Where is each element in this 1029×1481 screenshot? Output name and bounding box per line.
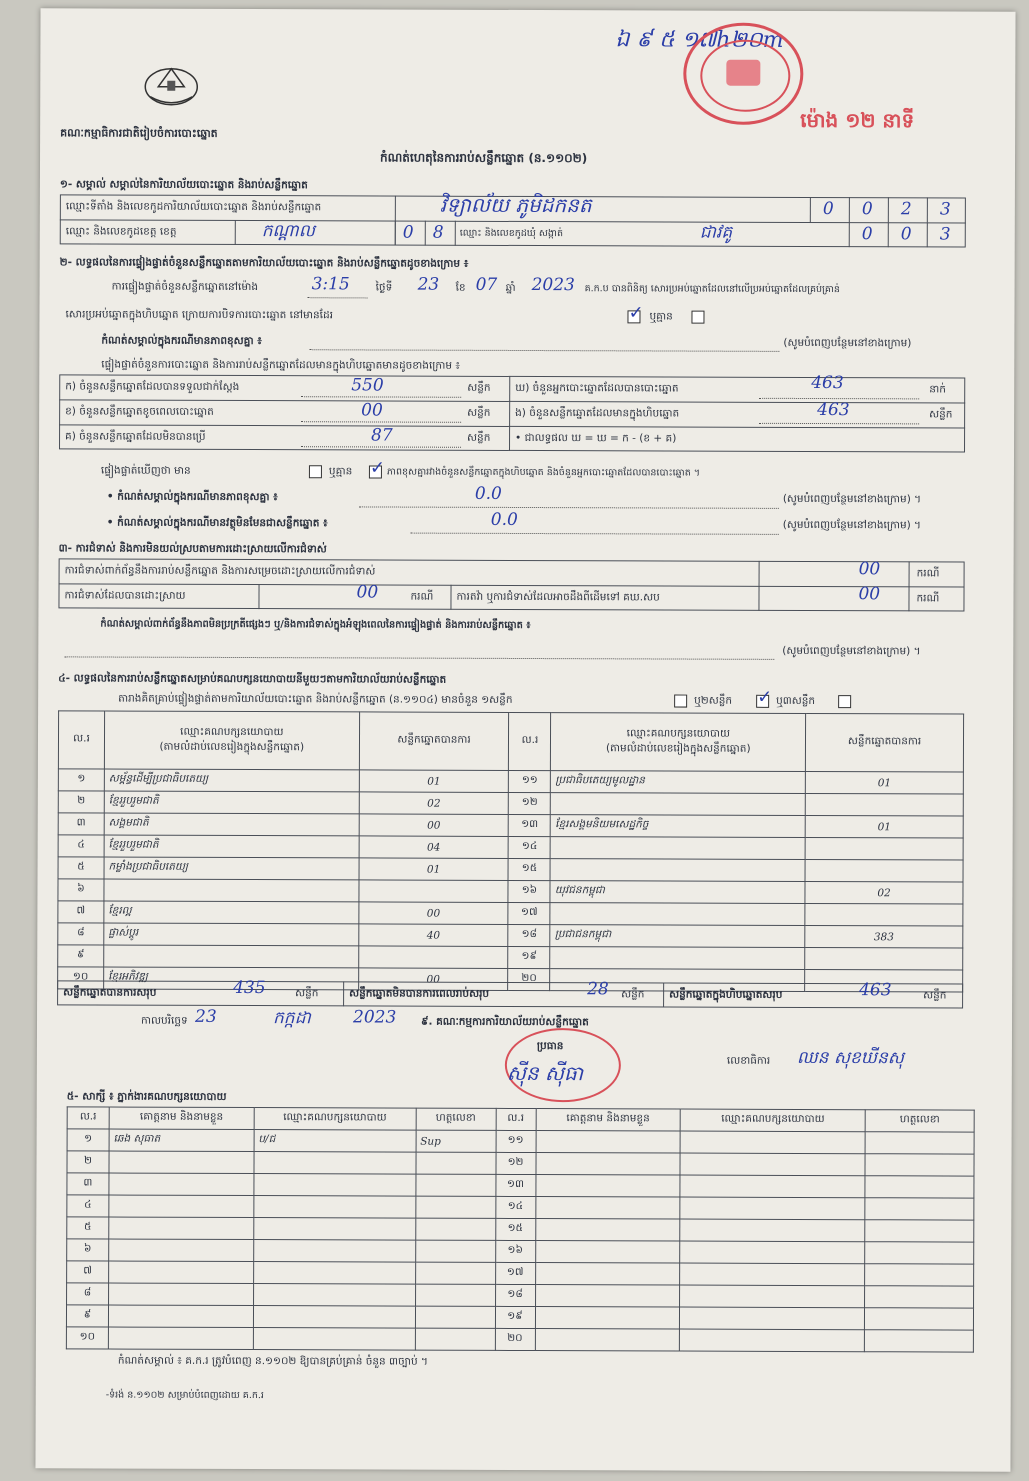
party-votes-right bbox=[805, 947, 963, 970]
secretary-label: លេខាធិការ bbox=[726, 1054, 771, 1067]
invalid-total-unit: សន្លឹក bbox=[621, 988, 645, 1001]
witness-sign-right bbox=[865, 1176, 974, 1198]
section1-title: ១- សម្គាល់ សម្គាល់នៃការិយាល័យបោះឆ្នោត និងរាប់សន្លឹកឆ្នោត bbox=[59, 178, 308, 192]
witness-sign bbox=[415, 1284, 495, 1306]
count-b-value: 00 bbox=[361, 400, 383, 421]
commune-code-2: 0 bbox=[900, 224, 912, 245]
witness-sign bbox=[415, 1328, 495, 1350]
count-c-value: 87 bbox=[371, 425, 393, 446]
commune-code-3: 3 bbox=[939, 224, 951, 245]
commune-label: ឈ្មោះ និងលេខកូដឃុំ សង្កាត់ bbox=[459, 227, 564, 240]
witness-col-sign: ហត្ថលេខា bbox=[416, 1108, 496, 1130]
party-votes: 00 bbox=[358, 968, 508, 991]
objection-row1-value: 00 bbox=[858, 559, 881, 580]
commune-code-1: 0 bbox=[861, 224, 873, 245]
count-d-label: ឃ) ចំនួនអ្នកបោះឆ្នោតដែលបានបោះឆ្នោត bbox=[515, 381, 679, 395]
party-no-right: ២០ bbox=[508, 968, 550, 990]
witness-sign-right bbox=[865, 1308, 974, 1330]
witness-name bbox=[108, 1327, 253, 1350]
province-code-1: 0 bbox=[402, 222, 414, 243]
witness-sign-right bbox=[865, 1264, 974, 1286]
witness-sign-right bbox=[865, 1132, 974, 1154]
count-c-label: គ) ចំនួនសន្លឹកឆ្នោតដែលមិនបានប្រើ bbox=[65, 430, 206, 443]
box-total-value: 463 bbox=[859, 980, 892, 1001]
witness-name bbox=[109, 1195, 254, 1218]
party-name bbox=[104, 945, 359, 968]
col-party-header-right: ឈ្មោះគណបក្សនយោបាយ (តាមលំដាប់លេខរៀងក្នុងសន្លឹកឆ្នោត) bbox=[551, 713, 806, 772]
day-label: ថ្ងៃទី bbox=[375, 281, 393, 294]
tally-sheet-line: តារាងគិតគ្រាប់ផ្ទៀងផ្ទាត់តាមការិយាល័យបោះឆ្នោត និងរាប់សន្លឹកឆ្នោត (ន.១១០៤) មានចំនួន ១សន្លឹក bbox=[118, 692, 513, 706]
witness-party-right bbox=[680, 1197, 865, 1220]
party-no-right: ១៧ bbox=[508, 902, 550, 924]
witness-no: ៧ bbox=[67, 1261, 109, 1283]
party-no-right: ១៥ bbox=[508, 858, 550, 880]
witness-sign bbox=[415, 1196, 495, 1218]
section4-title: ៤- លទ្ធផលនៃការរាប់សន្លឹកឆ្នោតសម្រាប់គណបក្សនយោបាយនីមួយៗតាមការិយាល័យរាប់សន្លឹកឆ្នោត bbox=[58, 672, 447, 686]
party-name: ខ្មែរអភិវឌ្ឍ bbox=[104, 967, 359, 990]
col-votes-header: សន្លឹកឆ្នោតបានការ bbox=[359, 712, 509, 771]
witness-party bbox=[253, 1306, 415, 1329]
party-name: ខ្មែររួបរួមជាតិ bbox=[104, 791, 359, 814]
count-intro: ផ្ទៀងផ្ទាត់ចំនួនការបោះឆ្នោត និងការរាប់សន្លឹកឆ្នោតដែលមានក្នុងហិបឆ្នោតមានដូចខាងក្រោម ៖ bbox=[101, 358, 461, 372]
location-code-3: 2 bbox=[900, 199, 912, 220]
count-e-value: 463 bbox=[817, 400, 850, 421]
secretary-signature: ឈន សុខឃីនសុ bbox=[796, 1047, 905, 1069]
party-name-right bbox=[550, 859, 805, 882]
party-name-right: ប្រជាជនកម្ពុជា bbox=[550, 925, 805, 948]
witness-party-right bbox=[680, 1153, 865, 1176]
party-name: សម្ព័ន្ធដើម្បីប្រជាធិបតេយ្យ bbox=[104, 769, 359, 792]
witness-party: ប/ជ bbox=[254, 1130, 416, 1153]
witness-name-right bbox=[535, 1153, 680, 1176]
party-row bbox=[58, 901, 963, 926]
party-name-right bbox=[550, 903, 805, 926]
party-row bbox=[58, 923, 963, 948]
witness-no-right: ១២ bbox=[496, 1152, 536, 1174]
compare-label: ផ្ទៀងផ្ទាត់ឃើញថា មាន bbox=[100, 464, 191, 477]
check-time-label: ការផ្ទៀងផ្ទាត់ចំនួនសន្លឹកឆ្នោតនៅម៉ោង bbox=[111, 280, 259, 294]
party-name-right bbox=[550, 947, 805, 970]
party-no-right: ១៨ bbox=[508, 924, 550, 946]
count-c-unit: សន្លឹក bbox=[467, 431, 491, 444]
party-votes-right bbox=[805, 859, 963, 882]
party-no: ១០ bbox=[58, 967, 104, 989]
party-name: កម្លាំងប្រជាធិបតេយ្យ bbox=[104, 857, 359, 880]
witness-no-right: ១៨ bbox=[495, 1284, 535, 1306]
witness-name-right bbox=[535, 1285, 680, 1308]
witness-sign-right bbox=[865, 1242, 974, 1264]
witness-party-right bbox=[680, 1219, 865, 1242]
chair-signature: ស៊ីន ស៊ីធា bbox=[506, 1060, 584, 1086]
bullet1-value: 0.0 bbox=[474, 483, 502, 504]
objection-row2a-unit: ករណី bbox=[410, 590, 434, 603]
witness-party-right bbox=[680, 1263, 865, 1286]
witness-sign: Sup bbox=[416, 1130, 496, 1152]
party-votes bbox=[358, 946, 508, 969]
party-name-right: យុវជនកម្ពុជា bbox=[550, 881, 805, 904]
witness-sign bbox=[415, 1218, 495, 1240]
party-results-table bbox=[57, 710, 964, 992]
party-row bbox=[58, 835, 963, 860]
witness-name bbox=[109, 1217, 254, 1240]
date-year: 2023 bbox=[352, 1007, 397, 1028]
party-no: ២ bbox=[58, 791, 104, 813]
witness-row bbox=[66, 1305, 973, 1330]
witness-row bbox=[67, 1129, 974, 1154]
party-no: ៩ bbox=[58, 945, 104, 967]
location-code-4: 3 bbox=[939, 199, 951, 220]
objection-row2b-label: ការតវ៉ា ឬការជំទាស់ដែលអាចដឹងពីដើមទៅ គឃ.សប bbox=[456, 590, 660, 604]
witness-name bbox=[109, 1151, 254, 1174]
party-name-right bbox=[551, 793, 806, 816]
top-handwritten-note: ឯ ៩ ៥ ១៧h២០m bbox=[615, 27, 784, 53]
lock-no-label: ឬគ្មាន bbox=[649, 310, 673, 323]
emblem-icon bbox=[140, 57, 202, 109]
party-votes: 04 bbox=[359, 836, 509, 859]
diff-note-label: កំណត់សម្គាល់ក្នុងករណីមានភាពខុសគ្នា ៖ bbox=[101, 334, 262, 348]
party-votes-right: 01 bbox=[805, 771, 963, 794]
party-row bbox=[58, 857, 963, 882]
witness-row bbox=[67, 1217, 974, 1242]
witness-no-right: ១៥ bbox=[495, 1218, 535, 1240]
party-name-right bbox=[551, 837, 806, 860]
witness-col-party-right: ឈ្មោះគណបក្សនយោបាយ bbox=[680, 1109, 865, 1132]
count-e-label: ង) ចំនួនសន្លឹកឆ្នោតដែលមានក្នុងហិបឆ្នោត bbox=[515, 406, 680, 420]
count-d-unit: នាក់ bbox=[929, 383, 946, 396]
witness-sign bbox=[415, 1240, 495, 1262]
witness-name bbox=[109, 1173, 254, 1196]
date-day: 23 bbox=[194, 1006, 217, 1027]
valid-total-label: សន្លឹកឆ្នោតបានការសរុប bbox=[63, 986, 157, 999]
bullet2-hint: (សូមបំពេញបន្ថែមនៅខាងក្រោម) ។ bbox=[782, 518, 921, 532]
date-month: កក្កដា bbox=[272, 1008, 311, 1029]
count-e-unit: សន្លឹក bbox=[929, 408, 953, 421]
witness-name-right bbox=[535, 1241, 680, 1264]
party-name-right: ប្រជាធិបតេយ្យមូលដ្ឋាន bbox=[551, 771, 806, 794]
party-votes bbox=[359, 880, 509, 903]
party-no: ៣ bbox=[58, 813, 104, 835]
party-no-right: ១៤ bbox=[509, 836, 551, 858]
objection-note-label: កំណត់សម្គាល់ពាក់ព័ន្ធនឹងភាពមិនប្រក្រតីផ្សេងៗ ឬ/និងការជំទាស់ក្នុងអំឡុងពេលនៃការផ្ទៀងផ្ទាត់ និងការរាប់សន្លឹកឆ្នោត ៖ bbox=[100, 618, 531, 632]
witness-row bbox=[67, 1283, 974, 1308]
witness-no: ៦ bbox=[67, 1239, 109, 1261]
party-name: សង្គមជាតិ bbox=[104, 813, 359, 836]
witness-row bbox=[67, 1151, 974, 1176]
col-party-header: ឈ្មោះគណបក្សនយោបាយ (តាមលំដាប់លេខរៀងក្នុងសន្លឹកឆ្នោត) bbox=[104, 711, 359, 770]
party-votes: 02 bbox=[359, 792, 509, 815]
objection-note-hint: (សូមបំពេញបន្ថែមនៅខាងក្រោម) ។ bbox=[782, 644, 921, 658]
party-no: ៦ bbox=[58, 879, 104, 901]
objection-row2a-value: 00 bbox=[356, 582, 379, 603]
diff-no-tick: ✓ bbox=[369, 457, 386, 479]
witness-party bbox=[253, 1240, 415, 1263]
witness-party-right bbox=[680, 1175, 865, 1198]
col-votes-header-right: សន្លឹកឆ្នោតបានការ bbox=[806, 713, 964, 772]
lock-line: សោរប្រអប់ឆ្នោតក្នុងហិបឆ្នោត ក្រោយការបិទការបោះឆ្នោត នៅមានដែរ bbox=[65, 308, 333, 322]
diff-yes-checkbox[interactable] bbox=[309, 465, 322, 478]
footnote: កំណត់សម្គាល់ ៖ គ.ក.រ ត្រូវបំពេញ ន.១១០២ ឱ្យបានគ្រប់គ្រាន់ ចំនួន ៣ច្បាប់ ។ bbox=[117, 1354, 428, 1368]
count-a-label: ក) ចំនួនសន្លឹកឆ្នោតដែលបានទទួលជាក់ស្ដែង bbox=[65, 380, 240, 393]
objection-row1-unit: ករណី bbox=[916, 567, 940, 580]
invalid-total-value: 28 bbox=[587, 979, 609, 1000]
location-code-1: 0 bbox=[822, 199, 834, 220]
witness-party-right bbox=[680, 1329, 865, 1352]
count-a-unit: សន្លឹក bbox=[467, 381, 491, 394]
count-b-unit: សន្លឹក bbox=[467, 406, 491, 419]
compare-no-label: ឬគ្មាន bbox=[328, 465, 353, 478]
witness-no-right: ១៧ bbox=[495, 1262, 535, 1284]
witness-row bbox=[66, 1327, 973, 1352]
committee-label: ៩. គណៈកម្មការការិយាល័យរាប់សន្លឹកឆ្នោត bbox=[420, 1015, 589, 1029]
witness-row bbox=[67, 1173, 974, 1198]
commune-value: ជាវគូ bbox=[699, 222, 733, 243]
lock-yes-tick: ✓ bbox=[628, 302, 644, 324]
col-no-header-right: ល.រ bbox=[509, 712, 551, 770]
province-code-2: 8 bbox=[432, 222, 444, 243]
witness-sign bbox=[416, 1152, 496, 1174]
invalid-total-label: សន្លឹកឆ្នោតមិនបានការពេលរាប់សរុប bbox=[349, 987, 490, 1000]
party-votes: 00 bbox=[359, 814, 509, 837]
date-label: កាលបរិច្ឆេទ bbox=[140, 1014, 188, 1027]
official-seal bbox=[683, 23, 803, 125]
bullet2-label: • កំណត់សម្គាល់ក្នុងករណីមានវត្ថុមិនមែនជាសន្លឹកឆ្នោត ៖ bbox=[106, 516, 328, 530]
witness-name bbox=[109, 1239, 254, 1262]
witness-row bbox=[67, 1195, 974, 1220]
witness-no: ៤ bbox=[67, 1195, 109, 1217]
seal-time-text: ម៉ោង ១២ នាទី bbox=[800, 107, 915, 133]
witness-sign-right bbox=[865, 1198, 974, 1220]
witness-name-right bbox=[535, 1219, 680, 1242]
section2-title: ២- លទ្ធផលនៃការផ្ទៀងផ្ទាត់ចំនួនសន្លឹកឆ្នោតតាមការិយាល័យបោះឆ្នោត និងរាប់សន្លឹកឆ្នោតដូចខាងក្រោម ៖ bbox=[59, 256, 469, 270]
party-votes-right bbox=[805, 793, 963, 816]
witness-party bbox=[254, 1152, 416, 1175]
party-no: ៥ bbox=[58, 857, 104, 879]
compare-tail: ភាពខុសគ្នារវាងចំនួនសន្លឹកឆ្នោតក្នុងហិបឆ្នោត និងចំនួនអ្នកបោះឆ្នោតដែលបានបោះឆ្នោត ។ bbox=[386, 466, 701, 479]
witness-name-right bbox=[535, 1263, 680, 1286]
witness-no-right: ១៣ bbox=[495, 1174, 535, 1196]
witness-col-name: គោត្តនាម និងនាមខ្លួន bbox=[109, 1107, 254, 1130]
witness-party bbox=[254, 1218, 416, 1241]
party-votes-right bbox=[805, 837, 963, 860]
witness-party bbox=[253, 1328, 415, 1351]
chair-label: ប្រធាន bbox=[536, 1040, 564, 1053]
day-value: 23 bbox=[417, 274, 440, 295]
witness-sign-right bbox=[865, 1286, 974, 1308]
witness-name bbox=[108, 1305, 253, 1328]
witness-table bbox=[66, 1106, 975, 1352]
objection-row2b-value: 00 bbox=[858, 584, 881, 605]
witness-name-right bbox=[535, 1307, 680, 1330]
witness-no: ៣ bbox=[67, 1173, 109, 1195]
witness-name-right bbox=[535, 1329, 680, 1352]
party-no-right: ១២ bbox=[509, 792, 551, 814]
party-row bbox=[58, 813, 963, 838]
one-sheet-checkbox[interactable] bbox=[674, 695, 687, 708]
party-votes-right: 01 bbox=[805, 815, 963, 838]
witness-party-right bbox=[680, 1307, 865, 1330]
form-footer: -ទំរង់ ន.១១០២ សម្រាប់បំពេញដោយ គ.ក.រ bbox=[105, 1389, 264, 1402]
witness-party bbox=[253, 1262, 415, 1285]
witness-party-right bbox=[680, 1131, 865, 1154]
party-votes-right: 02 bbox=[805, 881, 963, 904]
witness-name bbox=[108, 1283, 253, 1306]
objection-row2b-unit: ករណី bbox=[916, 592, 940, 605]
check-time-value: 3:15 bbox=[311, 274, 350, 295]
three-sheets-label: ឬ៣សន្លឹក bbox=[776, 694, 816, 708]
form-title: កំណត់ហេតុនៃការរាប់សន្លឹកឆ្នោត (ន.១១០២) bbox=[380, 150, 588, 166]
party-name: ផ្លាស់ប្តូរ bbox=[104, 923, 359, 946]
formula-note: • ជាលទ្ធផល ឃ = ឃ = ក - (ខ + គ) bbox=[515, 431, 677, 445]
col-no-header: ល.រ bbox=[58, 711, 104, 769]
count-b-label: ខ) ចំនួនសន្លឹកឆ្នោតខូចពេលបោះឆ្នោត bbox=[65, 405, 214, 418]
location-label: ឈ្មោះទីតាំង និងលេខកូដការិយាល័យបោះឆ្នោត និងរាប់សន្លឹកឆ្នោត bbox=[65, 200, 322, 214]
party-name: ខ្មែររួបរួមជាតិ bbox=[104, 835, 359, 858]
year-label: ឆ្នាំ bbox=[505, 281, 516, 294]
witness-no: ១០ bbox=[66, 1327, 108, 1349]
valid-total-unit: សន្លឹក bbox=[295, 987, 319, 1000]
party-row bbox=[58, 769, 963, 794]
party-no: ៨ bbox=[58, 923, 104, 945]
witness-no-right: ១៤ bbox=[495, 1196, 535, 1218]
bullet1-hint: (សូមបំពេញបន្ថែមនៅខាងក្រោម) ។ bbox=[782, 492, 922, 506]
objection-row1-label: ការជំទាស់ពាក់ព័ន្ធនឹងការរាប់សន្លឹកឆ្នោត និងការសម្រេចដោះស្រាយលើការជំទាស់ bbox=[64, 564, 376, 578]
witness-party bbox=[254, 1196, 416, 1219]
party-no-right: ១៩ bbox=[508, 946, 550, 968]
witness-col-no: ល.រ bbox=[67, 1107, 109, 1129]
party-name-right: ខ្មែរសង្គមនិយមសេដ្ឋកិច្ច bbox=[551, 815, 806, 838]
ballot-count-form-sheet bbox=[35, 8, 1015, 1471]
party-row bbox=[58, 791, 963, 816]
witness-no-right: ២០ bbox=[495, 1328, 535, 1350]
witness-row bbox=[67, 1239, 974, 1264]
check-tail: គ.ក.ប បានពិនិត្យ សោរប្រអប់ឆ្នោតដែលនៅលើប្រអប់ឆ្នោតដែលគ្រប់គ្រាន់ bbox=[584, 283, 840, 296]
witness-name-right bbox=[536, 1131, 681, 1154]
witness-sign-right bbox=[864, 1330, 973, 1352]
witness-name-right bbox=[535, 1175, 680, 1198]
two-sheets-tick: ✓ bbox=[757, 686, 773, 708]
witness-no: ៩ bbox=[66, 1305, 108, 1327]
party-votes: 01 bbox=[359, 770, 509, 793]
witness-row bbox=[67, 1261, 974, 1286]
month-label: ខែ bbox=[455, 281, 466, 294]
witness-no-right: ១១ bbox=[496, 1130, 536, 1152]
witness-sign bbox=[416, 1174, 496, 1196]
party-no: ៧ bbox=[58, 901, 104, 923]
box-total-unit: សន្លឹក bbox=[923, 989, 947, 1002]
three-sheets-checkbox[interactable] bbox=[838, 695, 851, 708]
party-votes: 01 bbox=[359, 858, 509, 881]
witness-name bbox=[109, 1261, 254, 1284]
bullet1-label: • កំណត់សម្គាល់ក្នុងករណីមានភាពខុសគ្នា ៖ bbox=[106, 490, 278, 504]
party-votes: 00 bbox=[359, 902, 509, 925]
bullet2-value: 0.0 bbox=[490, 509, 518, 530]
party-votes-right bbox=[805, 903, 963, 926]
witness-party-right bbox=[680, 1241, 865, 1264]
valid-total-value: 435 bbox=[233, 977, 266, 999]
witness-no-right: ១៦ bbox=[495, 1240, 535, 1262]
party-votes: 40 bbox=[358, 924, 508, 947]
year-value: 2023 bbox=[531, 275, 575, 296]
witness-party-right bbox=[680, 1285, 865, 1308]
count-d-value: 463 bbox=[811, 372, 844, 394]
province-label: ឈ្មោះ និងលេខកូដខេត្ត ខេត្ត bbox=[65, 225, 177, 238]
witness-sign bbox=[415, 1262, 495, 1284]
box-total-label: សន្លឹកឆ្នោតក្នុងហិបឆ្នោតសរុប bbox=[669, 988, 783, 1001]
witness-no: ៨ bbox=[67, 1283, 109, 1305]
party-name: ខ្មែរល្អ bbox=[104, 901, 359, 924]
witness-party bbox=[253, 1284, 415, 1307]
section5-title: ៥- សាក្សី ៖ ភ្នាក់ងារគណបក្សនយោបាយ bbox=[66, 1090, 227, 1103]
witness-party bbox=[254, 1174, 416, 1197]
witness-name: ឆេង សុធាត bbox=[109, 1129, 254, 1152]
witness-no: ២ bbox=[67, 1151, 109, 1173]
province-value: កណ្ដាល bbox=[261, 221, 315, 242]
lock-no-checkbox[interactable] bbox=[691, 311, 704, 324]
objection-row2a-label: ការជំទាស់ដែលបានដោះស្រាយ bbox=[64, 589, 186, 602]
witness-no: ៥ bbox=[67, 1217, 109, 1239]
section3-title: ៣- ការជំទាស់ និងការមិនយល់ស្របតាមការដោះស្រាយលើការជំទាស់ bbox=[58, 542, 327, 556]
witness-sign bbox=[415, 1306, 495, 1328]
count-a-value: 550 bbox=[351, 375, 384, 396]
location-value: វិទ្យាល័យ ភូមិដកនត bbox=[439, 192, 592, 218]
party-no-right: ១៦ bbox=[508, 880, 550, 902]
party-row bbox=[58, 945, 963, 970]
party-no: ៤ bbox=[58, 835, 104, 857]
two-sheets-label: ឬ២សន្លឹក bbox=[694, 694, 733, 707]
witness-no-right: ១៩ bbox=[495, 1306, 535, 1328]
witness-sign-right bbox=[865, 1220, 974, 1242]
month-value: 07 bbox=[475, 274, 498, 295]
witness-no: ១ bbox=[67, 1129, 109, 1151]
party-no-right: ១១ bbox=[509, 770, 551, 792]
party-no: ១ bbox=[58, 769, 104, 791]
party-votes-right: 383 bbox=[805, 925, 963, 948]
party-no-right: ១៣ bbox=[509, 814, 551, 836]
diff-note-hint: (សូមបំពេញបន្ថែមនៅខាងក្រោម) bbox=[783, 336, 912, 350]
witness-col-sign-right: ហត្ថលេខា bbox=[865, 1110, 974, 1132]
witness-col-name-right: គោត្តនាម និងនាមខ្លួន bbox=[536, 1109, 681, 1132]
witness-col-no-right: ល.រ bbox=[496, 1108, 536, 1130]
location-code-2: 0 bbox=[861, 199, 873, 220]
party-row bbox=[58, 879, 963, 904]
witness-col-party: ឈ្មោះគណបក្សនយោបាយ bbox=[254, 1108, 416, 1131]
witness-sign-right bbox=[865, 1154, 974, 1176]
org-name: គណៈកម្មាធិការជាតិរៀបចំការបោះឆ្នោត bbox=[60, 126, 218, 140]
party-name bbox=[104, 879, 359, 902]
witness-name-right bbox=[535, 1197, 680, 1220]
